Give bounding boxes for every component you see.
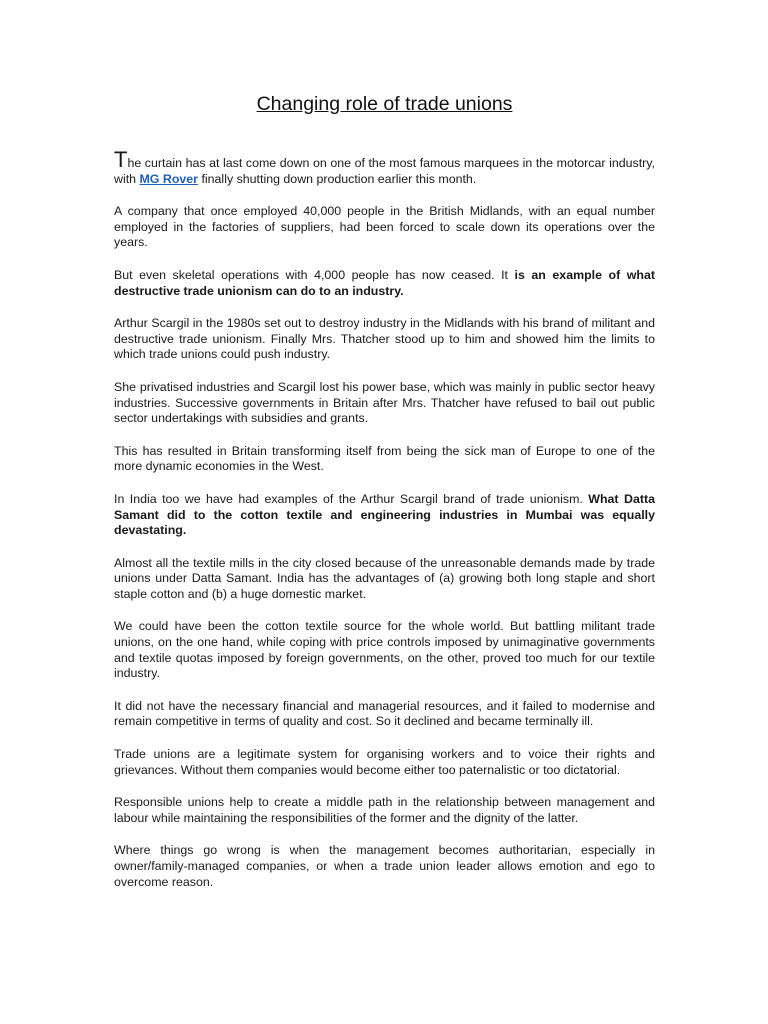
paragraph-1-text-b: finally shutting down production earlier this month. <box>198 171 477 186</box>
paragraph-10: It did not have the necessary financial and managerial resources, and it failed to modernise and remain competitive in terms of quality and cost. So it declined and became terminally ill. <box>114 698 655 729</box>
paragraph-1-text-a: he curtain has at last come down on one of the most famous marquees in the motorcar industry, with <box>114 156 655 186</box>
paragraph-11: Trade unions are a legitimate system for organising workers and to voice their rights and grievances. Without them companies would become either too paternalistic or too dictatorial. <box>114 747 655 777</box>
drop-cap: T <box>114 147 128 172</box>
document-title: Changing role of trade unions <box>256 93 513 115</box>
paragraph-2: A company that once employed 40,000 people in the British Midlands, with an equal number employed in the factories of suppliers, had been forced to scale down its operations over the years. <box>114 204 655 250</box>
paragraph-3-bold: is an example of what destructive trade unionism can do to an industry. <box>114 267 655 298</box>
paragraph-4: Arthur Scargil in the 1980s set out to destroy industry in the Midlands with his brand of militant and destructive trade unionism. Finally Mrs. Thatcher stood up to him and showed him the limits to which trade unions could push industry. <box>114 316 655 362</box>
paragraph-7-bold: What Datta Samant did to the cotton textile and engineering industries in Mumbai was equally devastating. <box>114 491 655 538</box>
paragraph-13: Where things go wrong is when the management becomes authoritarian, especially in owner/family-managed companies, or when a trade union leader allows emotion and ego to overcome reason. <box>114 843 655 889</box>
mg-rover-link[interactable]: MG Rover <box>139 171 199 186</box>
paragraph-1 <box>114 147 655 187</box>
paragraph-3-text: But even skeletal operations with 4,000 people has now ceased. It <box>114 267 515 282</box>
paragraph-5: She privatised industries and Scargil lost his power base, which was mainly in public sector heavy industries. Successive governments in Britain after Mrs. Thatcher have refused to bail out public sector undertakings with subsidies and grants. <box>114 379 655 426</box>
paragraph-8: Almost all the textile mills in the city closed because of the unreasonable demands made by trade unions under Datta Samant. India has the advantages of (a) growing both long staple and short staple cotton and (b) a huge domestic market. <box>114 555 655 601</box>
paragraph-7-text: In India too we have had examples of the Arthur Scargil brand of trade unionism. <box>114 491 589 506</box>
paragraph-3 <box>114 268 655 299</box>
document-page <box>114 93 655 907</box>
paragraph-6: This has resulted in Britain transforming itself from being the sick man of Europe to one of the more dynamic economies in the West. <box>114 443 655 474</box>
paragraph-12: Responsible unions help to create a middle path in the relationship between management and labour while maintaining the responsibilities of the former and the dignity of the latter. <box>114 795 655 825</box>
paragraph-9: We could have been the cotton textile source for the whole world. But battling militant trade unions, on the one hand, while coping with price controls imposed by unimaginative governments and textile quotas imposed by foreign governments, on the other, proved too much for our textile industry. <box>114 619 655 681</box>
paragraph-7 <box>114 492 655 539</box>
